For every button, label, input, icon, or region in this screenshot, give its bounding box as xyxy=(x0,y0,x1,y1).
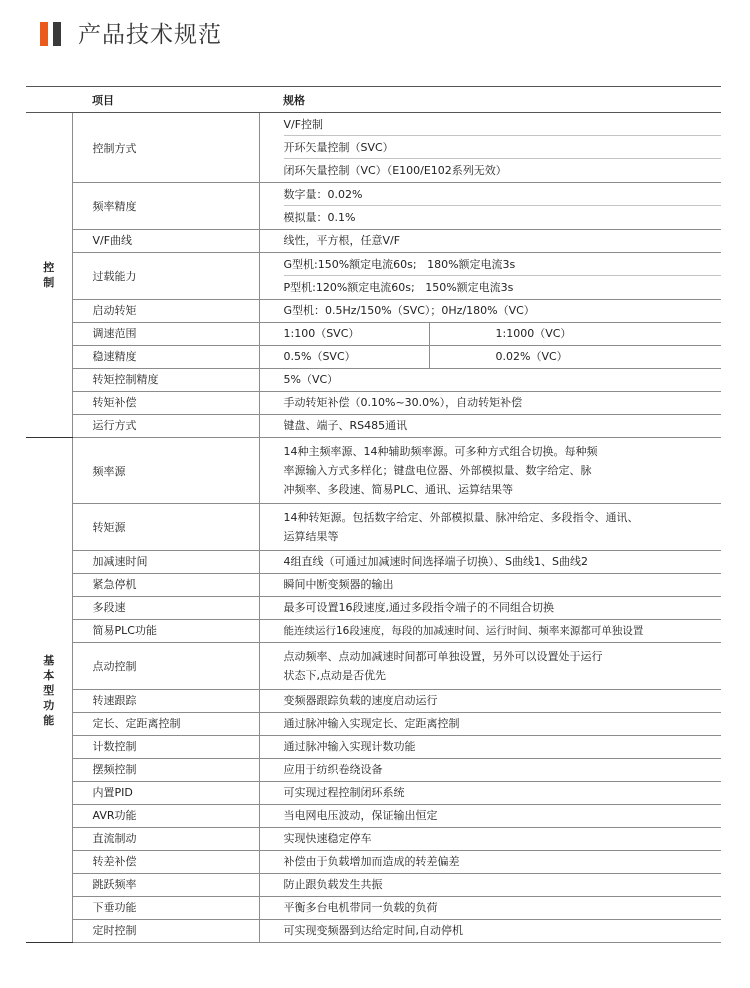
spec-value: 通过脉冲输入实现计数功能 xyxy=(259,736,721,759)
item-label: 摆频控制 xyxy=(72,759,259,782)
table-row xyxy=(26,690,721,713)
item-label: 定长、定距离控制 xyxy=(72,713,259,736)
item-label: 转速跟踪 xyxy=(72,690,259,713)
table-row xyxy=(26,323,721,346)
spec-value: G型机：0.5Hz/150%（SVC）；0Hz/180%（VC） xyxy=(259,300,721,323)
table-row xyxy=(26,369,721,392)
table-row xyxy=(26,851,721,874)
table-row xyxy=(26,713,721,736)
item-label: 加减速时间 xyxy=(72,551,259,574)
item-label: 转矩源 xyxy=(72,504,259,551)
item-label: 运行方式 xyxy=(72,415,259,438)
table-row xyxy=(26,736,721,759)
spec-value: 防止跟负载发生共振 xyxy=(259,874,721,897)
spec-value: 5%（VC） xyxy=(259,369,721,392)
item-label: 启动转矩 xyxy=(72,300,259,323)
spec-value: 瞬间中断变频器的输出 xyxy=(259,574,721,597)
item-label: 调速范围 xyxy=(72,323,259,346)
spec-cell: V/F控制 开环矢量控制（SVC） 闭环矢量控制（VC）（E100/E102系列无效） xyxy=(259,113,721,183)
category-control: 控制 xyxy=(26,113,72,438)
item-label: 计数控制 xyxy=(72,736,259,759)
item-label: 转矩补偿 xyxy=(72,392,259,415)
spec-value: 应用于纺织卷绕设备 xyxy=(259,759,721,782)
table-row xyxy=(26,300,721,323)
table-row xyxy=(26,805,721,828)
category-basic: 基本型功能 xyxy=(26,438,72,943)
spec-value: 最多可设置16段速度,通过多段指令端子的不同组合切换 xyxy=(259,597,721,620)
dark-accent-bar xyxy=(53,22,61,46)
spec-value-left: 0.5%（SVC） xyxy=(284,346,430,368)
item-label: 转矩控制精度 xyxy=(72,369,259,392)
item-label: 频率精度 xyxy=(72,183,259,230)
spec-cell: 14种转矩源。包括数字给定、外部模拟量、脉冲给定、多段指令、通讯、 运算结果等 xyxy=(259,504,721,551)
item-label: 转差补偿 xyxy=(72,851,259,874)
table-row xyxy=(26,597,721,620)
item-label: 内置PID xyxy=(72,782,259,805)
table-row xyxy=(26,897,721,920)
item-label: 下垂功能 xyxy=(72,897,259,920)
item-label: 跳跃频率 xyxy=(72,874,259,897)
section-header xyxy=(40,20,720,50)
spec-value: 可实现变频器到达给定时间,自动停机 xyxy=(259,920,721,943)
item-label: 直流制动 xyxy=(72,828,259,851)
spec-value: 变频器跟踪负载的速度启动运行 xyxy=(259,690,721,713)
spec-value: 当电网电压波动，保证输出恒定 xyxy=(259,805,721,828)
item-label: 简易PLC功能 xyxy=(72,620,259,643)
item-label: 稳速精度 xyxy=(72,346,259,369)
table-row xyxy=(26,346,721,369)
spec-value: 线性，平方根，任意V/F xyxy=(259,230,721,253)
spec-value: 键盘、端子、RS485通讯 xyxy=(259,415,721,438)
table-row xyxy=(26,759,721,782)
item-label: V/F曲线 xyxy=(72,230,259,253)
table-row xyxy=(26,574,721,597)
table-row xyxy=(26,643,721,690)
table-row xyxy=(26,415,721,438)
spec-value: 平衡多台电机带同一负载的负荷 xyxy=(259,897,721,920)
item-label: 控制方式 xyxy=(72,113,259,183)
item-label: 频率源 xyxy=(72,438,259,504)
item-label: 点动控制 xyxy=(72,643,259,690)
header-spec: 规格 xyxy=(259,87,721,113)
table-row xyxy=(26,551,721,574)
spec-value: 补偿由于负载增加而造成的转差偏差 xyxy=(259,851,721,874)
table-row xyxy=(26,828,721,851)
table-row xyxy=(26,504,721,551)
spec-value-right: 0.02%（VC） xyxy=(495,350,568,363)
spec-cell: 数字量：0.02% 模拟量：0.1% xyxy=(259,183,721,230)
item-label: 紧急停机 xyxy=(72,574,259,597)
spec-table xyxy=(26,86,721,943)
table-row xyxy=(26,782,721,805)
spec-cell: 14种主频率源、14种辅助频率源。可多种方式组合切换。每种频 率源输入方式多样化；键盘电位器、外部模拟量、数字给定、脉 冲频率、多段速、简易PLC、通讯、运算结果等 xyxy=(259,438,721,504)
item-label: 定时控制 xyxy=(72,920,259,943)
table-row xyxy=(26,438,721,504)
spec-value-left: 1:100（SVC） xyxy=(284,323,430,345)
table-row xyxy=(26,874,721,897)
table-row xyxy=(26,920,721,943)
spec-value: 手动转矩补偿（0.10%~30.0%），自动转矩补偿 xyxy=(259,392,721,415)
spec-cell xyxy=(259,323,721,346)
page-title: 产品技术规范 xyxy=(78,22,222,48)
table-row xyxy=(26,253,721,300)
spec-value: 通过脉冲输入实现定长、定距离控制 xyxy=(259,713,721,736)
header-item: 项目 xyxy=(72,87,259,113)
spec-cell: 点动频率、点动加减速时间都可单独设置，另外可以设置处于运行 状态下,点动是否优先 xyxy=(259,643,721,690)
spec-value: 实现快速稳定停车 xyxy=(259,828,721,851)
item-label: 多段速 xyxy=(72,597,259,620)
spec-value: 4组直线（可通过加减速时间选择端子切换）、S曲线1、S曲线2 xyxy=(259,551,721,574)
spec-cell: G型机:150%额定电流60s; 180%额定电流3s P型机:120%额定电流60s; 150%额定电流3s xyxy=(259,253,721,300)
table-row xyxy=(26,183,721,230)
table-row xyxy=(26,392,721,415)
spec-value: 可实现过程控制闭环系统 xyxy=(259,782,721,805)
table-header-row xyxy=(26,87,721,113)
item-label: AVR功能 xyxy=(72,805,259,828)
header-category-cell xyxy=(26,87,72,113)
spec-value-right: 1:1000（VC） xyxy=(495,327,572,340)
spec-value: 能连续运行16段速度，每段的加减速时间、运行时间、频率来源都可单独设置 xyxy=(259,620,721,643)
orange-accent-bar xyxy=(40,22,48,46)
spec-cell xyxy=(259,346,721,369)
table-row xyxy=(26,113,721,183)
table-row xyxy=(26,620,721,643)
item-label: 过载能力 xyxy=(72,253,259,300)
table-row xyxy=(26,230,721,253)
